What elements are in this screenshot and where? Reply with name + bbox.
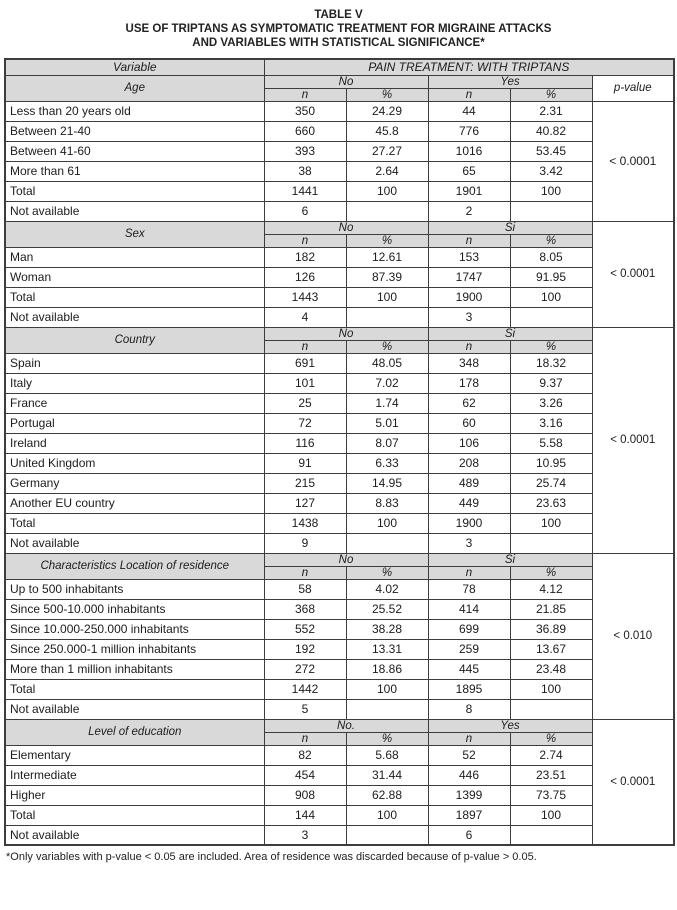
no-n-sub-header: n xyxy=(264,732,346,745)
no-pct-value: 100 xyxy=(346,679,428,699)
yes-pct-value: 25.74 xyxy=(510,473,592,493)
row-label: Total xyxy=(5,181,264,201)
no-n-value: 3 xyxy=(264,825,346,845)
yes-pct-sub-header: % xyxy=(510,88,592,101)
yes-n-value: 3 xyxy=(428,533,510,553)
no-pct-sub-header: % xyxy=(346,234,428,247)
section-name-header: Sex xyxy=(5,221,264,247)
yes-pct-value: 91.95 xyxy=(510,267,592,287)
yes-n-value: 6 xyxy=(428,825,510,845)
yes-n-value: 1747 xyxy=(428,267,510,287)
yes-n-value: 1897 xyxy=(428,805,510,825)
no-n-value: 350 xyxy=(264,101,346,121)
row-label: Italy xyxy=(5,373,264,393)
row-label: Spain xyxy=(5,353,264,373)
no-pct-value xyxy=(346,533,428,553)
treatment-column-header: PAIN TREATMENT: WITH TRIPTANS xyxy=(264,59,674,75)
table-row xyxy=(5,287,674,307)
no-group-header: No. xyxy=(264,719,428,732)
yes-pct-value xyxy=(510,201,592,221)
row-label: France xyxy=(5,393,264,413)
table-footnote: *Only variables with p-value < 0.05 are included. Area of residence was discarded because of p-value > 0.05. xyxy=(6,851,537,863)
section-name-header: Level of education xyxy=(5,719,264,745)
no-group-header: No xyxy=(264,75,428,88)
yes-pct-value: 100 xyxy=(510,805,592,825)
row-label: Not available xyxy=(5,699,264,719)
yes-pct-sub-header: % xyxy=(510,234,592,247)
table-row xyxy=(5,493,674,513)
yes-pct-value: 2.31 xyxy=(510,101,592,121)
no-pct-value: 62.88 xyxy=(346,785,428,805)
yes-n-value: 44 xyxy=(428,101,510,121)
row-label: More than 61 xyxy=(5,161,264,181)
table-row xyxy=(5,473,674,493)
no-pct-value xyxy=(346,825,428,845)
row-label: Up to 500 inhabitants xyxy=(5,579,264,599)
row-label: Less than 20 years old xyxy=(5,101,264,121)
no-pct-value xyxy=(346,307,428,327)
table-row xyxy=(5,161,674,181)
row-label: Since 10.000-250.000 inhabitants xyxy=(5,619,264,639)
table-row xyxy=(5,579,674,599)
no-n-value: 6 xyxy=(264,201,346,221)
yes-pct-value: 18.32 xyxy=(510,353,592,373)
no-n-sub-header: n xyxy=(264,566,346,579)
row-label: Since 500-10.000 inhabitants xyxy=(5,599,264,619)
table-row xyxy=(5,745,674,765)
no-n-value: 454 xyxy=(264,765,346,785)
yes-pct-sub-header: % xyxy=(510,732,592,745)
yes-n-value: 449 xyxy=(428,493,510,513)
yes-pct-value xyxy=(510,307,592,327)
row-label: United Kingdom xyxy=(5,453,264,473)
pvalue-cell: < 0.0001 xyxy=(592,101,674,221)
no-pct-sub-header: % xyxy=(346,732,428,745)
row-label: Man xyxy=(5,247,264,267)
no-n-value: 215 xyxy=(264,473,346,493)
no-n-value: 116 xyxy=(264,433,346,453)
no-n-value: 368 xyxy=(264,599,346,619)
yes-pct-sub-header: % xyxy=(510,340,592,353)
yes-pct-value: 40.82 xyxy=(510,121,592,141)
yes-n-value: 208 xyxy=(428,453,510,473)
table-row xyxy=(5,247,674,267)
no-n-value: 144 xyxy=(264,805,346,825)
row-label: Between 41-60 xyxy=(5,141,264,161)
table-row xyxy=(5,75,674,88)
no-n-value: 91 xyxy=(264,453,346,473)
yes-pct-value: 8.05 xyxy=(510,247,592,267)
yes-pct-value: 100 xyxy=(510,679,592,699)
triptans-table xyxy=(4,58,675,846)
yes-n-value: 446 xyxy=(428,765,510,785)
yes-pct-value: 73.75 xyxy=(510,785,592,805)
section-name-header: Characteristics Location of residence xyxy=(5,553,264,579)
yes-n-sub-header: n xyxy=(428,732,510,745)
table-row xyxy=(5,59,674,75)
no-pct-value: 5.01 xyxy=(346,413,428,433)
yes-n-value: 1901 xyxy=(428,181,510,201)
row-label: Higher xyxy=(5,785,264,805)
no-n-value: 691 xyxy=(264,353,346,373)
yes-pct-sub-header: % xyxy=(510,566,592,579)
row-label: Another EU country xyxy=(5,493,264,513)
yes-group-header: Si xyxy=(428,553,592,566)
no-n-value: 552 xyxy=(264,619,346,639)
no-group-header: No xyxy=(264,327,428,340)
table-row xyxy=(5,719,674,732)
row-label: Total xyxy=(5,679,264,699)
no-n-value: 908 xyxy=(264,785,346,805)
table-row xyxy=(5,553,674,566)
table-row xyxy=(5,699,674,719)
row-label: Since 250.000-1 million inhabitants xyxy=(5,639,264,659)
no-pct-value: 100 xyxy=(346,805,428,825)
no-n-value: 38 xyxy=(264,161,346,181)
no-pct-value: 27.27 xyxy=(346,141,428,161)
yes-pct-value: 100 xyxy=(510,513,592,533)
yes-n-value: 178 xyxy=(428,373,510,393)
table-row xyxy=(5,307,674,327)
table-row xyxy=(5,825,674,845)
row-label: More than 1 million inhabitants xyxy=(5,659,264,679)
no-pct-value: 5.68 xyxy=(346,745,428,765)
yes-n-value: 699 xyxy=(428,619,510,639)
table-row xyxy=(5,785,674,805)
row-label: Intermediate xyxy=(5,765,264,785)
yes-n-value: 3 xyxy=(428,307,510,327)
yes-n-value: 776 xyxy=(428,121,510,141)
yes-pct-value xyxy=(510,699,592,719)
no-pct-value: 100 xyxy=(346,287,428,307)
no-pct-sub-header: % xyxy=(346,566,428,579)
no-n-value: 101 xyxy=(264,373,346,393)
no-pct-value: 12.61 xyxy=(346,247,428,267)
no-n-value: 1441 xyxy=(264,181,346,201)
no-n-value: 9 xyxy=(264,533,346,553)
pvalue-cell: < 0.010 xyxy=(592,553,674,719)
yes-n-sub-header: n xyxy=(428,340,510,353)
no-pct-value: 2.64 xyxy=(346,161,428,181)
no-group-header: No xyxy=(264,553,428,566)
yes-pct-value: 2.74 xyxy=(510,745,592,765)
yes-n-sub-header: n xyxy=(428,234,510,247)
table-row xyxy=(5,619,674,639)
yes-pct-value xyxy=(510,533,592,553)
row-label: Total xyxy=(5,805,264,825)
table-title-block xyxy=(4,8,673,50)
table-row xyxy=(5,141,674,161)
yes-group-header: Si xyxy=(428,221,592,234)
yes-n-value: 106 xyxy=(428,433,510,453)
yes-pct-value: 21.85 xyxy=(510,599,592,619)
yes-group-header: Si xyxy=(428,327,592,340)
yes-pct-value xyxy=(510,825,592,845)
row-label: Total xyxy=(5,287,264,307)
no-n-value: 182 xyxy=(264,247,346,267)
yes-pct-value: 10.95 xyxy=(510,453,592,473)
yes-n-value: 259 xyxy=(428,639,510,659)
row-label: Ireland xyxy=(5,433,264,453)
yes-n-value: 153 xyxy=(428,247,510,267)
no-group-header: No xyxy=(264,221,428,234)
no-n-value: 1442 xyxy=(264,679,346,699)
table-row xyxy=(5,453,674,473)
yes-pct-value: 9.37 xyxy=(510,373,592,393)
row-label: Woman xyxy=(5,267,264,287)
no-pct-value: 48.05 xyxy=(346,353,428,373)
yes-pct-value: 53.45 xyxy=(510,141,592,161)
no-n-sub-header: n xyxy=(264,88,346,101)
no-pct-value: 45.8 xyxy=(346,121,428,141)
pvalue-column-header: p-value xyxy=(592,75,674,101)
table-row xyxy=(5,373,674,393)
pvalue-cell: < 0.0001 xyxy=(592,719,674,845)
row-label: Not available xyxy=(5,533,264,553)
yes-n-value: 348 xyxy=(428,353,510,373)
row-label: Not available xyxy=(5,201,264,221)
yes-pct-value: 23.51 xyxy=(510,765,592,785)
no-pct-value: 24.29 xyxy=(346,101,428,121)
yes-pct-value: 5.58 xyxy=(510,433,592,453)
table-row xyxy=(5,513,674,533)
yes-n-value: 1016 xyxy=(428,141,510,161)
yes-n-value: 414 xyxy=(428,599,510,619)
no-pct-value: 13.31 xyxy=(346,639,428,659)
variable-column-header: Variable xyxy=(5,59,264,75)
yes-pct-value: 100 xyxy=(510,287,592,307)
no-pct-value xyxy=(346,699,428,719)
table-row xyxy=(5,393,674,413)
row-label: Total xyxy=(5,513,264,533)
table-row xyxy=(5,765,674,785)
section-name-header: Country xyxy=(5,327,264,353)
no-n-value: 72 xyxy=(264,413,346,433)
pvalue-cell: < 0.0001 xyxy=(592,327,674,553)
no-n-value: 272 xyxy=(264,659,346,679)
no-n-sub-header: n xyxy=(264,234,346,247)
yes-n-value: 445 xyxy=(428,659,510,679)
table-row xyxy=(5,639,674,659)
yes-pct-value: 3.26 xyxy=(510,393,592,413)
table-row xyxy=(5,679,674,699)
no-pct-value: 7.02 xyxy=(346,373,428,393)
yes-pct-value: 36.89 xyxy=(510,619,592,639)
no-pct-value: 18.86 xyxy=(346,659,428,679)
table-row xyxy=(5,659,674,679)
no-n-value: 126 xyxy=(264,267,346,287)
no-n-value: 393 xyxy=(264,141,346,161)
no-n-value: 660 xyxy=(264,121,346,141)
no-n-value: 192 xyxy=(264,639,346,659)
table-row xyxy=(5,267,674,287)
no-pct-value: 14.95 xyxy=(346,473,428,493)
yes-pct-value: 4.12 xyxy=(510,579,592,599)
no-pct-sub-header: % xyxy=(346,340,428,353)
no-n-value: 82 xyxy=(264,745,346,765)
row-label: Germany xyxy=(5,473,264,493)
table-caption-line2: AND VARIABLES WITH STATISTICAL SIGNIFICANCE* xyxy=(192,37,485,49)
no-n-value: 127 xyxy=(264,493,346,513)
no-pct-value: 100 xyxy=(346,181,428,201)
yes-n-value: 1900 xyxy=(428,513,510,533)
yes-pct-value: 3.16 xyxy=(510,413,592,433)
no-pct-value: 38.28 xyxy=(346,619,428,639)
table-number: TABLE V xyxy=(314,9,363,21)
table-row xyxy=(5,533,674,553)
no-n-value: 1438 xyxy=(264,513,346,533)
yes-n-value: 1895 xyxy=(428,679,510,699)
no-pct-value: 100 xyxy=(346,513,428,533)
no-pct-value: 8.83 xyxy=(346,493,428,513)
no-pct-value: 4.02 xyxy=(346,579,428,599)
pvalue-cell: < 0.0001 xyxy=(592,221,674,327)
yes-pct-value: 23.48 xyxy=(510,659,592,679)
table-row xyxy=(5,221,674,234)
yes-n-value: 1900 xyxy=(428,287,510,307)
row-label: Not available xyxy=(5,825,264,845)
yes-pct-value: 100 xyxy=(510,181,592,201)
no-pct-value: 25.52 xyxy=(346,599,428,619)
yes-pct-value: 3.42 xyxy=(510,161,592,181)
table-row xyxy=(5,327,674,340)
yes-n-value: 8 xyxy=(428,699,510,719)
table-row xyxy=(5,181,674,201)
no-pct-value: 87.39 xyxy=(346,267,428,287)
no-n-value: 5 xyxy=(264,699,346,719)
row-label: Elementary xyxy=(5,745,264,765)
table-row xyxy=(5,599,674,619)
no-n-value: 1443 xyxy=(264,287,346,307)
yes-group-header: Yes xyxy=(428,719,592,732)
no-pct-value: 6.33 xyxy=(346,453,428,473)
table-row xyxy=(5,101,674,121)
yes-pct-value: 13.67 xyxy=(510,639,592,659)
table-row xyxy=(5,413,674,433)
table-row xyxy=(5,433,674,453)
no-pct-value: 8.07 xyxy=(346,433,428,453)
yes-n-value: 62 xyxy=(428,393,510,413)
row-label: Portugal xyxy=(5,413,264,433)
no-pct-value: 31.44 xyxy=(346,765,428,785)
table-row xyxy=(5,805,674,825)
table-row xyxy=(5,353,674,373)
section-name-header: Age xyxy=(5,75,264,101)
table-row xyxy=(5,201,674,221)
yes-n-value: 2 xyxy=(428,201,510,221)
yes-n-value: 489 xyxy=(428,473,510,493)
row-label: Between 21-40 xyxy=(5,121,264,141)
no-pct-value xyxy=(346,201,428,221)
no-pct-sub-header: % xyxy=(346,88,428,101)
yes-group-header: Yes xyxy=(428,75,592,88)
table-caption-line1: USE OF TRIPTANS AS SYMPTOMATIC TREATMENT FOR MIGRAINE ATTACKS xyxy=(125,23,552,35)
yes-pct-value: 23.63 xyxy=(510,493,592,513)
yes-n-value: 78 xyxy=(428,579,510,599)
yes-n-value: 60 xyxy=(428,413,510,433)
no-pct-value: 1.74 xyxy=(346,393,428,413)
no-n-value: 25 xyxy=(264,393,346,413)
no-n-sub-header: n xyxy=(264,340,346,353)
yes-n-sub-header: n xyxy=(428,88,510,101)
yes-n-value: 65 xyxy=(428,161,510,181)
table-row xyxy=(5,121,674,141)
yes-n-sub-header: n xyxy=(428,566,510,579)
yes-n-value: 52 xyxy=(428,745,510,765)
yes-n-value: 1399 xyxy=(428,785,510,805)
row-label: Not available xyxy=(5,307,264,327)
no-n-value: 4 xyxy=(264,307,346,327)
no-n-value: 58 xyxy=(264,579,346,599)
